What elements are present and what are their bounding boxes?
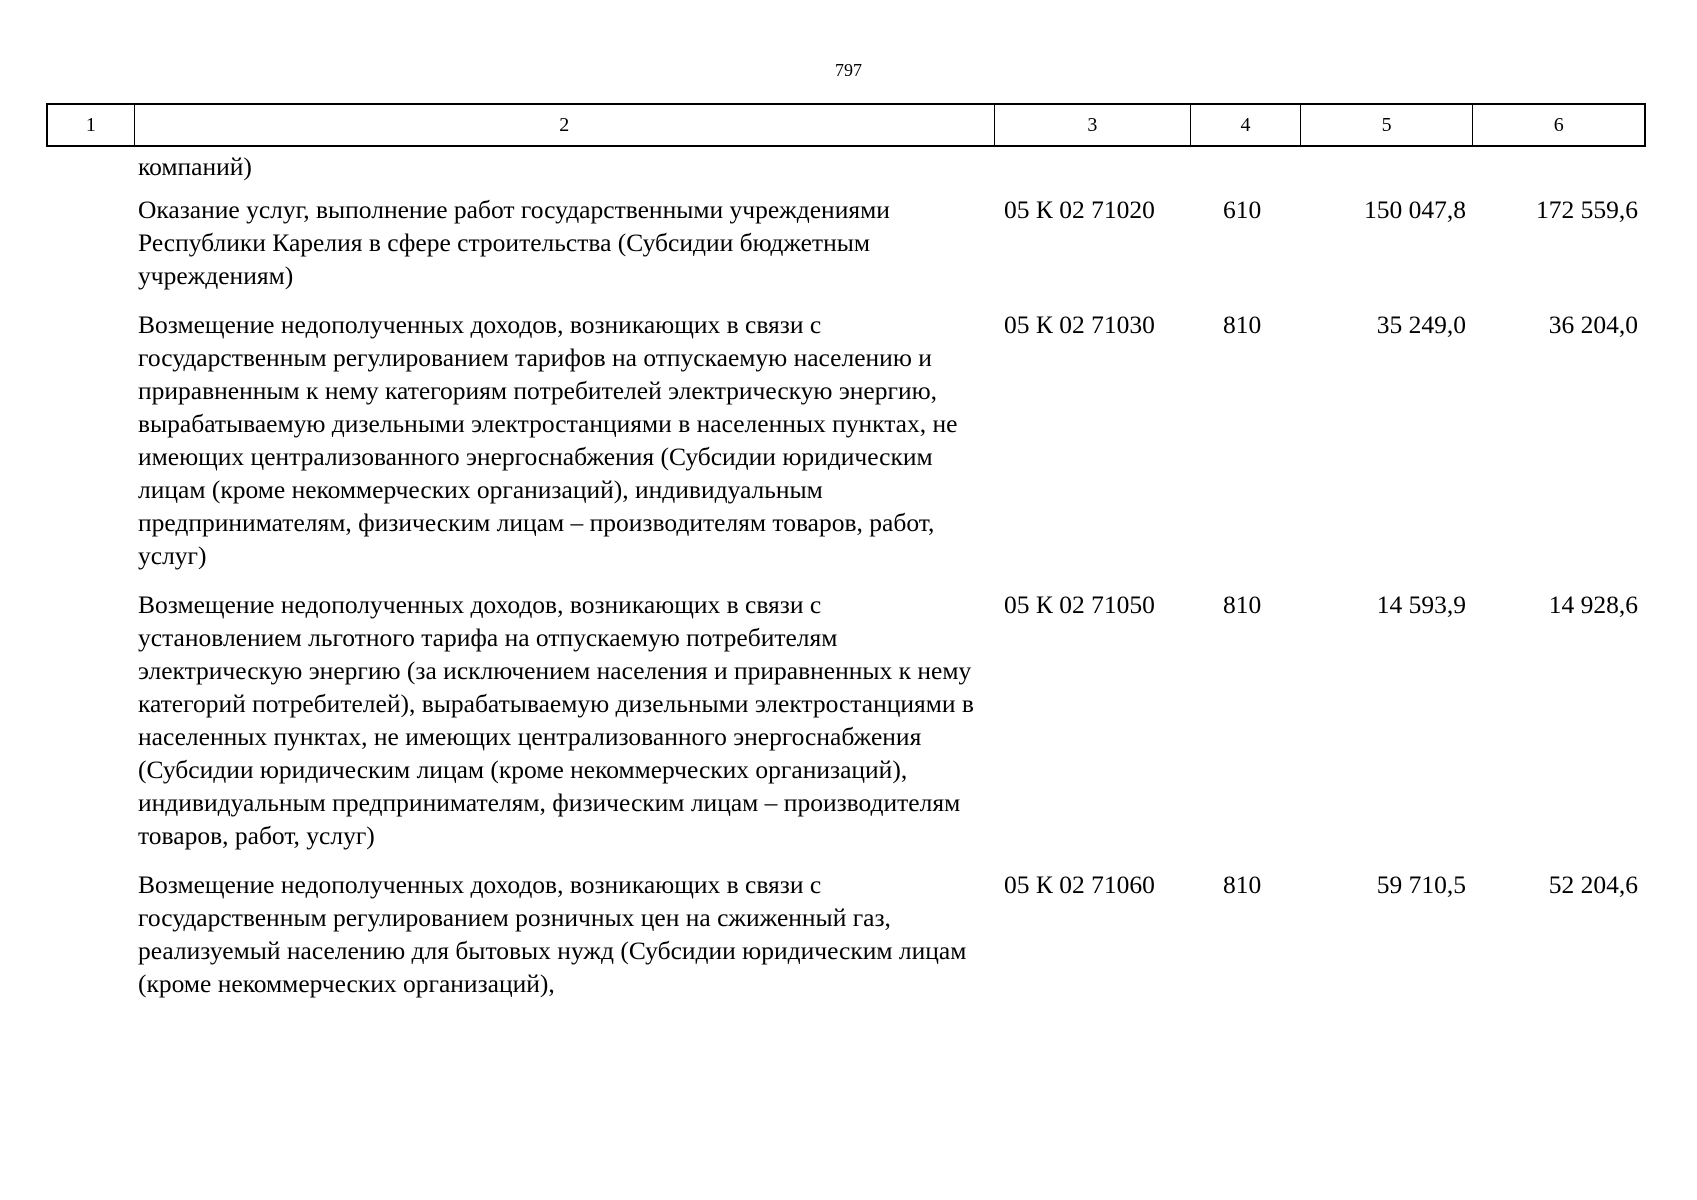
row-value-2: 36 204,0 <box>1548 310 1638 339</box>
row-value-2: 172 559,6 <box>1536 195 1638 224</box>
row-code: 05 К 02 71060 <box>1004 870 1155 899</box>
row-type: 810 <box>1223 310 1262 339</box>
header-col-5: 5 <box>1300 105 1473 145</box>
row-value-2: 14 928,6 <box>1548 590 1638 619</box>
page-number: 797 <box>835 60 862 80</box>
row-code: 05 К 02 71030 <box>1004 310 1155 339</box>
table-row <box>46 588 1646 852</box>
table-body <box>46 150 1646 1016</box>
row-description: Возмещение недополученных доходов, возникающих в связи с установлением льготного тарифа на отпускаемую потребителям электрическую энергию (за исключением населения и приравненных к нему категорий потребителей), вырабатываемую дизельными электростанциями в населенных пунктах, не имеющих централизованного энергоснабжения (Субсидии юридическим лицам (кроме некоммерческих организаций), индивидуальным предпринимателям, физическим лицам – производителям товаров, работ, услуг) <box>138 590 974 850</box>
row-description: компаний) <box>138 152 252 181</box>
header-col-4: 4 <box>1190 105 1300 145</box>
row-col-1 <box>46 588 132 852</box>
row-code: 05 К 02 71020 <box>1004 195 1155 224</box>
header-col-6: 6 <box>1472 105 1644 145</box>
row-value-1: 35 249,0 <box>1376 310 1466 339</box>
row-type: 610 <box>1223 195 1262 224</box>
row-type: 810 <box>1223 870 1262 899</box>
row-col-1 <box>46 308 132 572</box>
table-row <box>46 150 1646 183</box>
row-col-1 <box>46 868 132 1000</box>
row-description: Оказание услуг, выполнение работ государственными учреждениями Республики Карелия в сфере строительства (Субсидии бюджетным учреждениям) <box>138 195 890 290</box>
row-code <box>994 150 1191 183</box>
row-value-1: 59 710,5 <box>1376 870 1466 899</box>
header-col-1: 1 <box>85 113 96 136</box>
row-value-1 <box>1301 150 1474 183</box>
row-value-2: 52 204,6 <box>1548 870 1638 899</box>
row-type <box>1191 150 1301 183</box>
row-value-1: 150 047,8 <box>1364 195 1466 224</box>
header-col-2: 2 <box>134 105 994 145</box>
table-header <box>46 103 1646 147</box>
row-col-1 <box>46 150 132 183</box>
table-row <box>46 193 1646 292</box>
table-row <box>46 868 1646 1000</box>
header-col-3: 3 <box>994 105 1191 145</box>
row-col-1 <box>46 193 132 292</box>
row-value-2 <box>1474 150 1646 183</box>
row-code: 05 К 02 71050 <box>1004 590 1155 619</box>
row-type: 810 <box>1223 590 1262 619</box>
row-description: Возмещение недополученных доходов, возникающих в связи с государственным регулированием розничных цен на сжиженный газ, реализуемый населению для бытовых нужд (Субсидии юридическим лицам (кроме некоммерческих организаций), <box>138 870 967 998</box>
row-value-1: 14 593,9 <box>1376 590 1466 619</box>
row-description: Возмещение недополученных доходов, возникающих в связи с государственным регулированием тарифов на отпускаемую населению и приравненным к нему категориям потребителей электрическую энергию, вырабатываемую дизельными электростанциями в населенных пунктах, не имеющих централизованного энергоснабжения (Субсидии юридическим лицам (кроме некоммерческих организаций), индивидуальным предпринимателям, физическим лицам – производителям товаров, работ, услуг) <box>138 310 958 570</box>
table-row <box>46 308 1646 572</box>
